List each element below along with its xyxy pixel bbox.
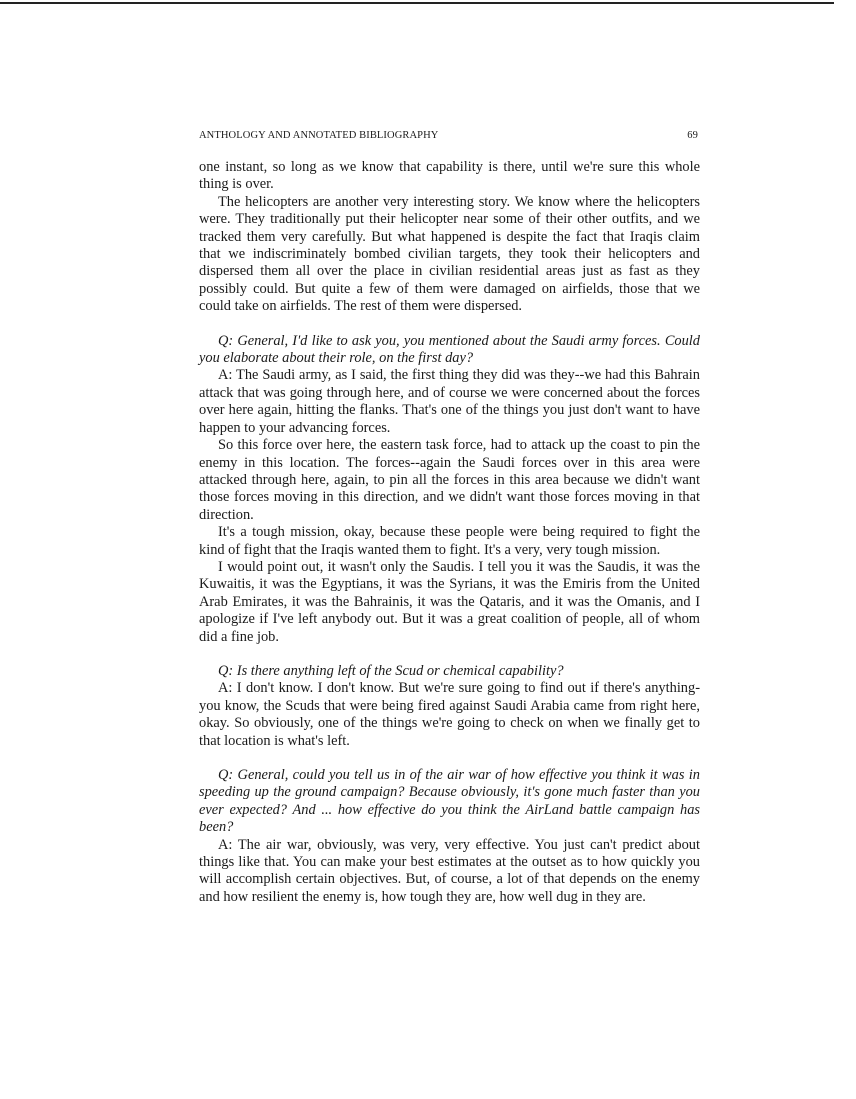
answer-air-war: A: The air war, obviously, was very, very effective. You just can't predict about things like that. You can make your best estimates at the outset as to how quickly you will accomplish certain objectives. But, of course, a lot of that depends on the enemy and how resilient the enemy is, how tough they are, how well dug in they are. [199, 836, 700, 905]
paragraph-helicopters: The helicopters are another very interesting story. We know where the helicopters were. They traditionally put their helicopter near some of their other outfits, and we tracked them very carefully. But what happened is despite the fact that Iraqis claim that we indiscriminately bombed civilian targets, they took their helicopters and dispersed them all over the place in civilian residential areas just as fast as they possibly could. But quite a few of them were damaged on airfields, those that we could take on airfields. The rest of them were dispersed. [199, 193, 700, 315]
running-title: ANTHOLOGY AND ANNOTATED BIBLIOGRAPHY [199, 130, 439, 141]
question-saudi-forces: Q: General, I'd like to ask you, you mentioned about the Saudi army forces. Could you elaborate about their role, on the first day? [199, 332, 700, 367]
body-text [199, 159, 700, 906]
question-scud: Q: Is there anything left of the Scud or chemical capability? [218, 662, 564, 679]
page-header [199, 130, 700, 146]
question-air-war: Q: General, could you tell us in of the air war of how effective you think it was in speeding up the ground campaign? Because obviously, it's gone much faster than you ever expected? And ... how effective do you think the AirLand battle campaign has been? [199, 767, 700, 836]
paragraph-continuation: one instant, so long as we know that capability is there, until we're sure this whole thing is over. [199, 159, 700, 193]
page-number: 69 [687, 130, 698, 141]
answer-saudi-army: A: The Saudi army, as I said, the first thing they did was they--we had this Bahrain attack that was going through here, and of course we were concerned about the forces over here again, hitting the flanks. That's one of the things you just don't want to have happen to your advancing forces. [199, 367, 700, 436]
paragraph-eastern-task-force: So this force over here, the eastern task force, had to attack up the coast to pin the enemy in this location. The forces--again the Saudi forces over in this area were attacked through here, again, to pin all the forces in this area because we didn't want those forces moving in this direction, and we didn't want those forces moving in that direction. [199, 437, 700, 523]
paragraph-coalition: I would point out, it wasn't only the Saudis. I tell you it was the Saudis, it was the Kuwaitis, it was the Egyptians, it was the Syrians, it was the Emiris from the United Arab Emirates, it was the Bahrainis, it was the Qataris, and it was the Omanis, and I apologize if I've left anybody out. But it was a great coalition of people, all of whom did a fine job. [199, 558, 700, 645]
paragraph-tough-mission: It's a tough mission, okay, because these people were being required to fight the kind of fight that the Iraqis wanted them to fight. It's a very, very tough mission. [199, 524, 700, 558]
answer-scud: A: I don't know. I don't know. But we're sure going to find out if there's anything-you know, the Scuds that were being fired against Saudi Arabia came from right here, okay. So obviously, one of the things we're going to check on when we finally get to that location is what's left. [199, 680, 700, 749]
top-border-rule [0, 2, 834, 4]
